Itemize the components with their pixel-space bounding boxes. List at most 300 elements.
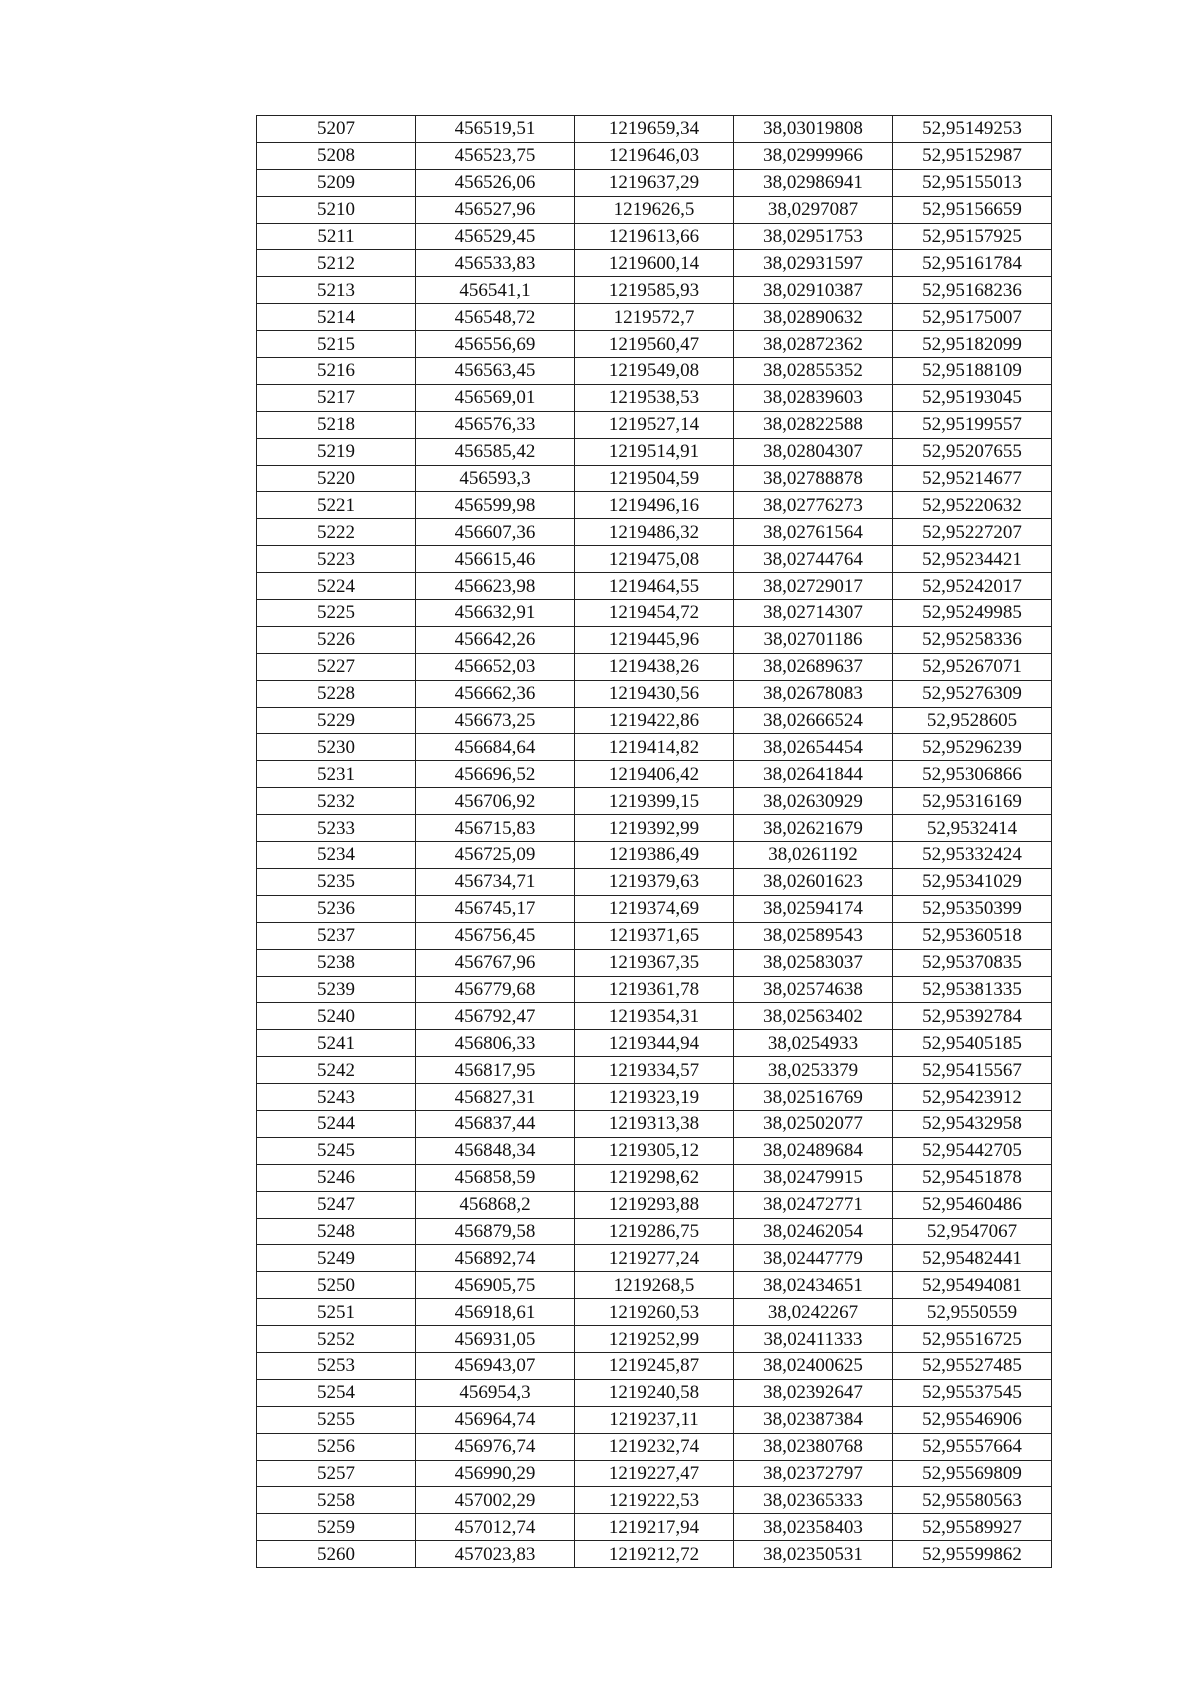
- table-row: [257, 1326, 1052, 1353]
- y-coordinate-cell: 1219371,65: [575, 922, 734, 949]
- point-number-cell: 5225: [257, 600, 416, 627]
- latitude-cell: 52,95415567: [893, 1057, 1052, 1084]
- point-number-cell: 5251: [257, 1299, 416, 1326]
- latitude-cell: 52,95220632: [893, 492, 1052, 519]
- y-coordinate-cell: 1219527,14: [575, 411, 734, 438]
- latitude-cell: 52,95182099: [893, 331, 1052, 358]
- x-coordinate-cell: 456642,26: [416, 626, 575, 653]
- x-coordinate-cell: 456756,45: [416, 922, 575, 949]
- latitude-cell: 52,95155013: [893, 169, 1052, 196]
- x-coordinate-cell: 456623,98: [416, 573, 575, 600]
- x-coordinate-cell: 456976,74: [416, 1433, 575, 1460]
- table-row: [257, 1057, 1052, 1084]
- longitude-cell: 38,02654454: [734, 734, 893, 761]
- latitude-cell: 52,95599862: [893, 1541, 1052, 1568]
- x-coordinate-cell: 456599,98: [416, 492, 575, 519]
- point-number-cell: 5253: [257, 1352, 416, 1379]
- y-coordinate-cell: 1219344,94: [575, 1030, 734, 1057]
- y-coordinate-cell: 1219374,69: [575, 895, 734, 922]
- table-row: [257, 331, 1052, 358]
- longitude-cell: 38,02472771: [734, 1191, 893, 1218]
- longitude-cell: 38,02630929: [734, 788, 893, 815]
- y-coordinate-cell: 1219237,11: [575, 1406, 734, 1433]
- latitude-cell: 52,95494081: [893, 1272, 1052, 1299]
- longitude-cell: 38,02350531: [734, 1541, 893, 1568]
- table-row: [257, 895, 1052, 922]
- table-row: [257, 223, 1052, 250]
- table-row: [257, 438, 1052, 465]
- x-coordinate-cell: 456632,91: [416, 600, 575, 627]
- longitude-cell: 38,02776273: [734, 492, 893, 519]
- x-coordinate-cell: 456779,68: [416, 976, 575, 1003]
- x-coordinate-cell: 456684,64: [416, 734, 575, 761]
- x-coordinate-cell: 456767,96: [416, 949, 575, 976]
- x-coordinate-cell: 456817,95: [416, 1057, 575, 1084]
- x-coordinate-cell: 456954,3: [416, 1379, 575, 1406]
- point-number-cell: 5226: [257, 626, 416, 653]
- y-coordinate-cell: 1219232,74: [575, 1433, 734, 1460]
- x-coordinate-cell: 456541,1: [416, 277, 575, 304]
- latitude-cell: 52,95482441: [893, 1245, 1052, 1272]
- point-number-cell: 5239: [257, 976, 416, 1003]
- point-number-cell: 5208: [257, 142, 416, 169]
- point-number-cell: 5255: [257, 1406, 416, 1433]
- point-number-cell: 5260: [257, 1541, 416, 1568]
- longitude-cell: 38,02400625: [734, 1352, 893, 1379]
- point-number-cell: 5228: [257, 680, 416, 707]
- table-row: [257, 949, 1052, 976]
- y-coordinate-cell: 1219646,03: [575, 142, 734, 169]
- point-number-cell: 5217: [257, 384, 416, 411]
- x-coordinate-cell: 456892,74: [416, 1245, 575, 1272]
- table-row: [257, 1433, 1052, 1460]
- longitude-cell: 38,02502077: [734, 1110, 893, 1137]
- x-coordinate-cell: 456725,09: [416, 842, 575, 869]
- point-number-cell: 5229: [257, 707, 416, 734]
- x-coordinate-cell: 456526,06: [416, 169, 575, 196]
- latitude-cell: 52,95188109: [893, 358, 1052, 385]
- point-number-cell: 5218: [257, 411, 416, 438]
- longitude-cell: 38,02678083: [734, 680, 893, 707]
- y-coordinate-cell: 1219354,31: [575, 1003, 734, 1030]
- table-row: [257, 116, 1052, 143]
- y-coordinate-cell: 1219286,75: [575, 1218, 734, 1245]
- x-coordinate-cell: 456706,92: [416, 788, 575, 815]
- point-number-cell: 5254: [257, 1379, 416, 1406]
- table-row: [257, 626, 1052, 653]
- x-coordinate-cell: 456523,75: [416, 142, 575, 169]
- y-coordinate-cell: 1219277,24: [575, 1245, 734, 1272]
- y-coordinate-cell: 1219392,99: [575, 815, 734, 842]
- table-row: [257, 1272, 1052, 1299]
- longitude-cell: 38,02516769: [734, 1084, 893, 1111]
- latitude-cell: 52,95332424: [893, 842, 1052, 869]
- longitude-cell: 38,02563402: [734, 1003, 893, 1030]
- latitude-cell: 52,95460486: [893, 1191, 1052, 1218]
- table-row: [257, 680, 1052, 707]
- point-number-cell: 5230: [257, 734, 416, 761]
- longitude-cell: 38,02372797: [734, 1460, 893, 1487]
- x-coordinate-cell: 456548,72: [416, 304, 575, 331]
- latitude-cell: 52,95580563: [893, 1487, 1052, 1514]
- latitude-cell: 52,95242017: [893, 573, 1052, 600]
- table-row: [257, 142, 1052, 169]
- latitude-cell: 52,95392784: [893, 1003, 1052, 1030]
- coordinates-table: [256, 115, 1052, 1568]
- y-coordinate-cell: 1219613,66: [575, 223, 734, 250]
- latitude-cell: 52,95589927: [893, 1514, 1052, 1541]
- point-number-cell: 5244: [257, 1110, 416, 1137]
- x-coordinate-cell: 456931,05: [416, 1326, 575, 1353]
- y-coordinate-cell: 1219504,59: [575, 465, 734, 492]
- x-coordinate-cell: 456990,29: [416, 1460, 575, 1487]
- table-row: [257, 976, 1052, 1003]
- latitude-cell: 52,95423912: [893, 1084, 1052, 1111]
- x-coordinate-cell: 456529,45: [416, 223, 575, 250]
- latitude-cell: 52,95557664: [893, 1433, 1052, 1460]
- y-coordinate-cell: 1219367,35: [575, 949, 734, 976]
- y-coordinate-cell: 1219572,7: [575, 304, 734, 331]
- x-coordinate-cell: 456696,52: [416, 761, 575, 788]
- longitude-cell: 38,02986941: [734, 169, 893, 196]
- latitude-cell: 52,95214677: [893, 465, 1052, 492]
- y-coordinate-cell: 1219252,99: [575, 1326, 734, 1353]
- y-coordinate-cell: 1219514,91: [575, 438, 734, 465]
- x-coordinate-cell: 456964,74: [416, 1406, 575, 1433]
- latitude-cell: 52,95442705: [893, 1137, 1052, 1164]
- x-coordinate-cell: 456615,46: [416, 546, 575, 573]
- y-coordinate-cell: 1219260,53: [575, 1299, 734, 1326]
- latitude-cell: 52,95516725: [893, 1326, 1052, 1353]
- latitude-cell: 52,95193045: [893, 384, 1052, 411]
- y-coordinate-cell: 1219361,78: [575, 976, 734, 1003]
- y-coordinate-cell: 1219496,16: [575, 492, 734, 519]
- x-coordinate-cell: 456593,3: [416, 465, 575, 492]
- point-number-cell: 5246: [257, 1164, 416, 1191]
- table-row: [257, 384, 1052, 411]
- latitude-cell: 52,95296239: [893, 734, 1052, 761]
- point-number-cell: 5235: [257, 868, 416, 895]
- longitude-cell: 38,02855352: [734, 358, 893, 385]
- y-coordinate-cell: 1219560,47: [575, 331, 734, 358]
- table-row: [257, 250, 1052, 277]
- longitude-cell: 38,0254933: [734, 1030, 893, 1057]
- y-coordinate-cell: 1219626,5: [575, 196, 734, 223]
- x-coordinate-cell: 457023,83: [416, 1541, 575, 1568]
- latitude-cell: 52,95451878: [893, 1164, 1052, 1191]
- longitude-cell: 38,0253379: [734, 1057, 893, 1084]
- longitude-cell: 38,02890632: [734, 304, 893, 331]
- y-coordinate-cell: 1219549,08: [575, 358, 734, 385]
- table-row: [257, 1137, 1052, 1164]
- y-coordinate-cell: 1219430,56: [575, 680, 734, 707]
- x-coordinate-cell: 456792,47: [416, 1003, 575, 1030]
- latitude-cell: 52,9532414: [893, 815, 1052, 842]
- latitude-cell: 52,95175007: [893, 304, 1052, 331]
- longitude-cell: 38,03019808: [734, 116, 893, 143]
- point-number-cell: 5258: [257, 1487, 416, 1514]
- x-coordinate-cell: 456837,44: [416, 1110, 575, 1137]
- y-coordinate-cell: 1219245,87: [575, 1352, 734, 1379]
- longitude-cell: 38,02714307: [734, 600, 893, 627]
- longitude-cell: 38,02822588: [734, 411, 893, 438]
- table-row: [257, 519, 1052, 546]
- point-number-cell: 5210: [257, 196, 416, 223]
- x-coordinate-cell: 457012,74: [416, 1514, 575, 1541]
- table-row: [257, 196, 1052, 223]
- point-number-cell: 5250: [257, 1272, 416, 1299]
- y-coordinate-cell: 1219305,12: [575, 1137, 734, 1164]
- latitude-cell: 52,95341029: [893, 868, 1052, 895]
- point-number-cell: 5248: [257, 1218, 416, 1245]
- longitude-cell: 38,02666524: [734, 707, 893, 734]
- longitude-cell: 38,0242267: [734, 1299, 893, 1326]
- x-coordinate-cell: 456868,2: [416, 1191, 575, 1218]
- table-row: [257, 842, 1052, 869]
- latitude-cell: 52,95350399: [893, 895, 1052, 922]
- x-coordinate-cell: 456576,33: [416, 411, 575, 438]
- point-number-cell: 5213: [257, 277, 416, 304]
- latitude-cell: 52,95537545: [893, 1379, 1052, 1406]
- latitude-cell: 52,95199557: [893, 411, 1052, 438]
- y-coordinate-cell: 1219386,49: [575, 842, 734, 869]
- point-number-cell: 5219: [257, 438, 416, 465]
- longitude-cell: 38,02999966: [734, 142, 893, 169]
- latitude-cell: 52,95527485: [893, 1352, 1052, 1379]
- y-coordinate-cell: 1219313,38: [575, 1110, 734, 1137]
- latitude-cell: 52,95360518: [893, 922, 1052, 949]
- point-number-cell: 5231: [257, 761, 416, 788]
- longitude-cell: 38,02583037: [734, 949, 893, 976]
- y-coordinate-cell: 1219637,29: [575, 169, 734, 196]
- point-number-cell: 5236: [257, 895, 416, 922]
- longitude-cell: 38,02641844: [734, 761, 893, 788]
- y-coordinate-cell: 1219268,5: [575, 1272, 734, 1299]
- table-row: [257, 653, 1052, 680]
- point-number-cell: 5238: [257, 949, 416, 976]
- table-row: [257, 1003, 1052, 1030]
- table-row: [257, 1460, 1052, 1487]
- point-number-cell: 5234: [257, 842, 416, 869]
- point-number-cell: 5212: [257, 250, 416, 277]
- latitude-cell: 52,95276309: [893, 680, 1052, 707]
- latitude-cell: 52,95156659: [893, 196, 1052, 223]
- longitude-cell: 38,02387384: [734, 1406, 893, 1433]
- latitude-cell: 52,95249985: [893, 600, 1052, 627]
- longitude-cell: 38,02689637: [734, 653, 893, 680]
- y-coordinate-cell: 1219445,96: [575, 626, 734, 653]
- y-coordinate-cell: 1219293,88: [575, 1191, 734, 1218]
- point-number-cell: 5237: [257, 922, 416, 949]
- longitude-cell: 38,02701186: [734, 626, 893, 653]
- longitude-cell: 38,02380768: [734, 1433, 893, 1460]
- longitude-cell: 38,02839603: [734, 384, 893, 411]
- table-row: [257, 1352, 1052, 1379]
- point-number-cell: 5224: [257, 573, 416, 600]
- y-coordinate-cell: 1219222,53: [575, 1487, 734, 1514]
- longitude-cell: 38,02462054: [734, 1218, 893, 1245]
- longitude-cell: 38,02601623: [734, 868, 893, 895]
- x-coordinate-cell: 456527,96: [416, 196, 575, 223]
- latitude-cell: 52,95267071: [893, 653, 1052, 680]
- latitude-cell: 52,95258336: [893, 626, 1052, 653]
- longitude-cell: 38,02872362: [734, 331, 893, 358]
- point-number-cell: 5241: [257, 1030, 416, 1057]
- latitude-cell: 52,95168236: [893, 277, 1052, 304]
- point-number-cell: 5252: [257, 1326, 416, 1353]
- table-row: [257, 1299, 1052, 1326]
- latitude-cell: 52,95149253: [893, 116, 1052, 143]
- table-row: [257, 1084, 1052, 1111]
- longitude-cell: 38,02804307: [734, 438, 893, 465]
- longitude-cell: 38,02411333: [734, 1326, 893, 1353]
- x-coordinate-cell: 456745,17: [416, 895, 575, 922]
- latitude-cell: 52,95370835: [893, 949, 1052, 976]
- x-coordinate-cell: 456918,61: [416, 1299, 575, 1326]
- latitude-cell: 52,95234421: [893, 546, 1052, 573]
- point-number-cell: 5242: [257, 1057, 416, 1084]
- table-row: [257, 600, 1052, 627]
- x-coordinate-cell: 456734,71: [416, 868, 575, 895]
- table-row: [257, 465, 1052, 492]
- table-row: [257, 358, 1052, 385]
- table-row: [257, 573, 1052, 600]
- point-number-cell: 5257: [257, 1460, 416, 1487]
- y-coordinate-cell: 1219438,26: [575, 653, 734, 680]
- y-coordinate-cell: 1219464,55: [575, 573, 734, 600]
- table-row: [257, 277, 1052, 304]
- latitude-cell: 52,95161784: [893, 250, 1052, 277]
- x-coordinate-cell: 456662,36: [416, 680, 575, 707]
- longitude-cell: 38,02910387: [734, 277, 893, 304]
- x-coordinate-cell: 456715,83: [416, 815, 575, 842]
- y-coordinate-cell: 1219600,14: [575, 250, 734, 277]
- x-coordinate-cell: 456858,59: [416, 1164, 575, 1191]
- table-row: [257, 546, 1052, 573]
- latitude-cell: 52,9547067: [893, 1218, 1052, 1245]
- y-coordinate-cell: 1219475,08: [575, 546, 734, 573]
- longitude-cell: 38,02594174: [734, 895, 893, 922]
- point-number-cell: 5259: [257, 1514, 416, 1541]
- point-number-cell: 5209: [257, 169, 416, 196]
- longitude-cell: 38,02358403: [734, 1514, 893, 1541]
- latitude-cell: 52,95152987: [893, 142, 1052, 169]
- point-number-cell: 5243: [257, 1084, 416, 1111]
- table-row: [257, 734, 1052, 761]
- y-coordinate-cell: 1219422,86: [575, 707, 734, 734]
- point-number-cell: 5245: [257, 1137, 416, 1164]
- x-coordinate-cell: 456806,33: [416, 1030, 575, 1057]
- longitude-cell: 38,02621679: [734, 815, 893, 842]
- latitude-cell: 52,9528605: [893, 707, 1052, 734]
- point-number-cell: 5207: [257, 116, 416, 143]
- longitude-cell: 38,02931597: [734, 250, 893, 277]
- point-number-cell: 5216: [257, 358, 416, 385]
- longitude-cell: 38,02479915: [734, 1164, 893, 1191]
- table-row: [257, 1487, 1052, 1514]
- y-coordinate-cell: 1219486,32: [575, 519, 734, 546]
- table-row: [257, 411, 1052, 438]
- y-coordinate-cell: 1219240,58: [575, 1379, 734, 1406]
- point-number-cell: 5256: [257, 1433, 416, 1460]
- point-number-cell: 5214: [257, 304, 416, 331]
- longitude-cell: 38,02761564: [734, 519, 893, 546]
- latitude-cell: 52,95381335: [893, 976, 1052, 1003]
- longitude-cell: 38,0297087: [734, 196, 893, 223]
- x-coordinate-cell: 456607,36: [416, 519, 575, 546]
- latitude-cell: 52,95405185: [893, 1030, 1052, 1057]
- y-coordinate-cell: 1219585,93: [575, 277, 734, 304]
- point-number-cell: 5222: [257, 519, 416, 546]
- table-row: [257, 1379, 1052, 1406]
- latitude-cell: 52,95157925: [893, 223, 1052, 250]
- x-coordinate-cell: 456556,69: [416, 331, 575, 358]
- longitude-cell: 38,02434651: [734, 1272, 893, 1299]
- latitude-cell: 52,95306866: [893, 761, 1052, 788]
- x-coordinate-cell: 456585,42: [416, 438, 575, 465]
- point-number-cell: 5221: [257, 492, 416, 519]
- x-coordinate-cell: 456879,58: [416, 1218, 575, 1245]
- longitude-cell: 38,0261192: [734, 842, 893, 869]
- point-number-cell: 5220: [257, 465, 416, 492]
- longitude-cell: 38,02392647: [734, 1379, 893, 1406]
- y-coordinate-cell: 1219323,19: [575, 1084, 734, 1111]
- x-coordinate-cell: 456673,25: [416, 707, 575, 734]
- latitude-cell: 52,95207655: [893, 438, 1052, 465]
- x-coordinate-cell: 456905,75: [416, 1272, 575, 1299]
- y-coordinate-cell: 1219379,63: [575, 868, 734, 895]
- x-coordinate-cell: 457002,29: [416, 1487, 575, 1514]
- longitude-cell: 38,02574638: [734, 976, 893, 1003]
- coordinates-table-body: [257, 116, 1052, 1568]
- x-coordinate-cell: 456569,01: [416, 384, 575, 411]
- point-number-cell: 5232: [257, 788, 416, 815]
- table-row: [257, 761, 1052, 788]
- point-number-cell: 5249: [257, 1245, 416, 1272]
- latitude-cell: 52,95432958: [893, 1110, 1052, 1137]
- x-coordinate-cell: 456848,34: [416, 1137, 575, 1164]
- table-row: [257, 1218, 1052, 1245]
- point-number-cell: 5227: [257, 653, 416, 680]
- table-row: [257, 788, 1052, 815]
- y-coordinate-cell: 1219538,53: [575, 384, 734, 411]
- y-coordinate-cell: 1219414,82: [575, 734, 734, 761]
- point-number-cell: 5211: [257, 223, 416, 250]
- table-row: [257, 1191, 1052, 1218]
- latitude-cell: 52,9550559: [893, 1299, 1052, 1326]
- longitude-cell: 38,02729017: [734, 573, 893, 600]
- longitude-cell: 38,02589543: [734, 922, 893, 949]
- y-coordinate-cell: 1219399,15: [575, 788, 734, 815]
- longitude-cell: 38,02788878: [734, 465, 893, 492]
- table-row: [257, 922, 1052, 949]
- x-coordinate-cell: 456652,03: [416, 653, 575, 680]
- y-coordinate-cell: 1219334,57: [575, 1057, 734, 1084]
- table-row: [257, 1245, 1052, 1272]
- latitude-cell: 52,95227207: [893, 519, 1052, 546]
- table-row: [257, 1030, 1052, 1057]
- y-coordinate-cell: 1219227,47: [575, 1460, 734, 1487]
- table-row: [257, 1110, 1052, 1137]
- x-coordinate-cell: 456563,45: [416, 358, 575, 385]
- longitude-cell: 38,02744764: [734, 546, 893, 573]
- table-row: [257, 707, 1052, 734]
- latitude-cell: 52,95316169: [893, 788, 1052, 815]
- y-coordinate-cell: 1219659,34: [575, 116, 734, 143]
- x-coordinate-cell: 456943,07: [416, 1352, 575, 1379]
- x-coordinate-cell: 456827,31: [416, 1084, 575, 1111]
- point-number-cell: 5247: [257, 1191, 416, 1218]
